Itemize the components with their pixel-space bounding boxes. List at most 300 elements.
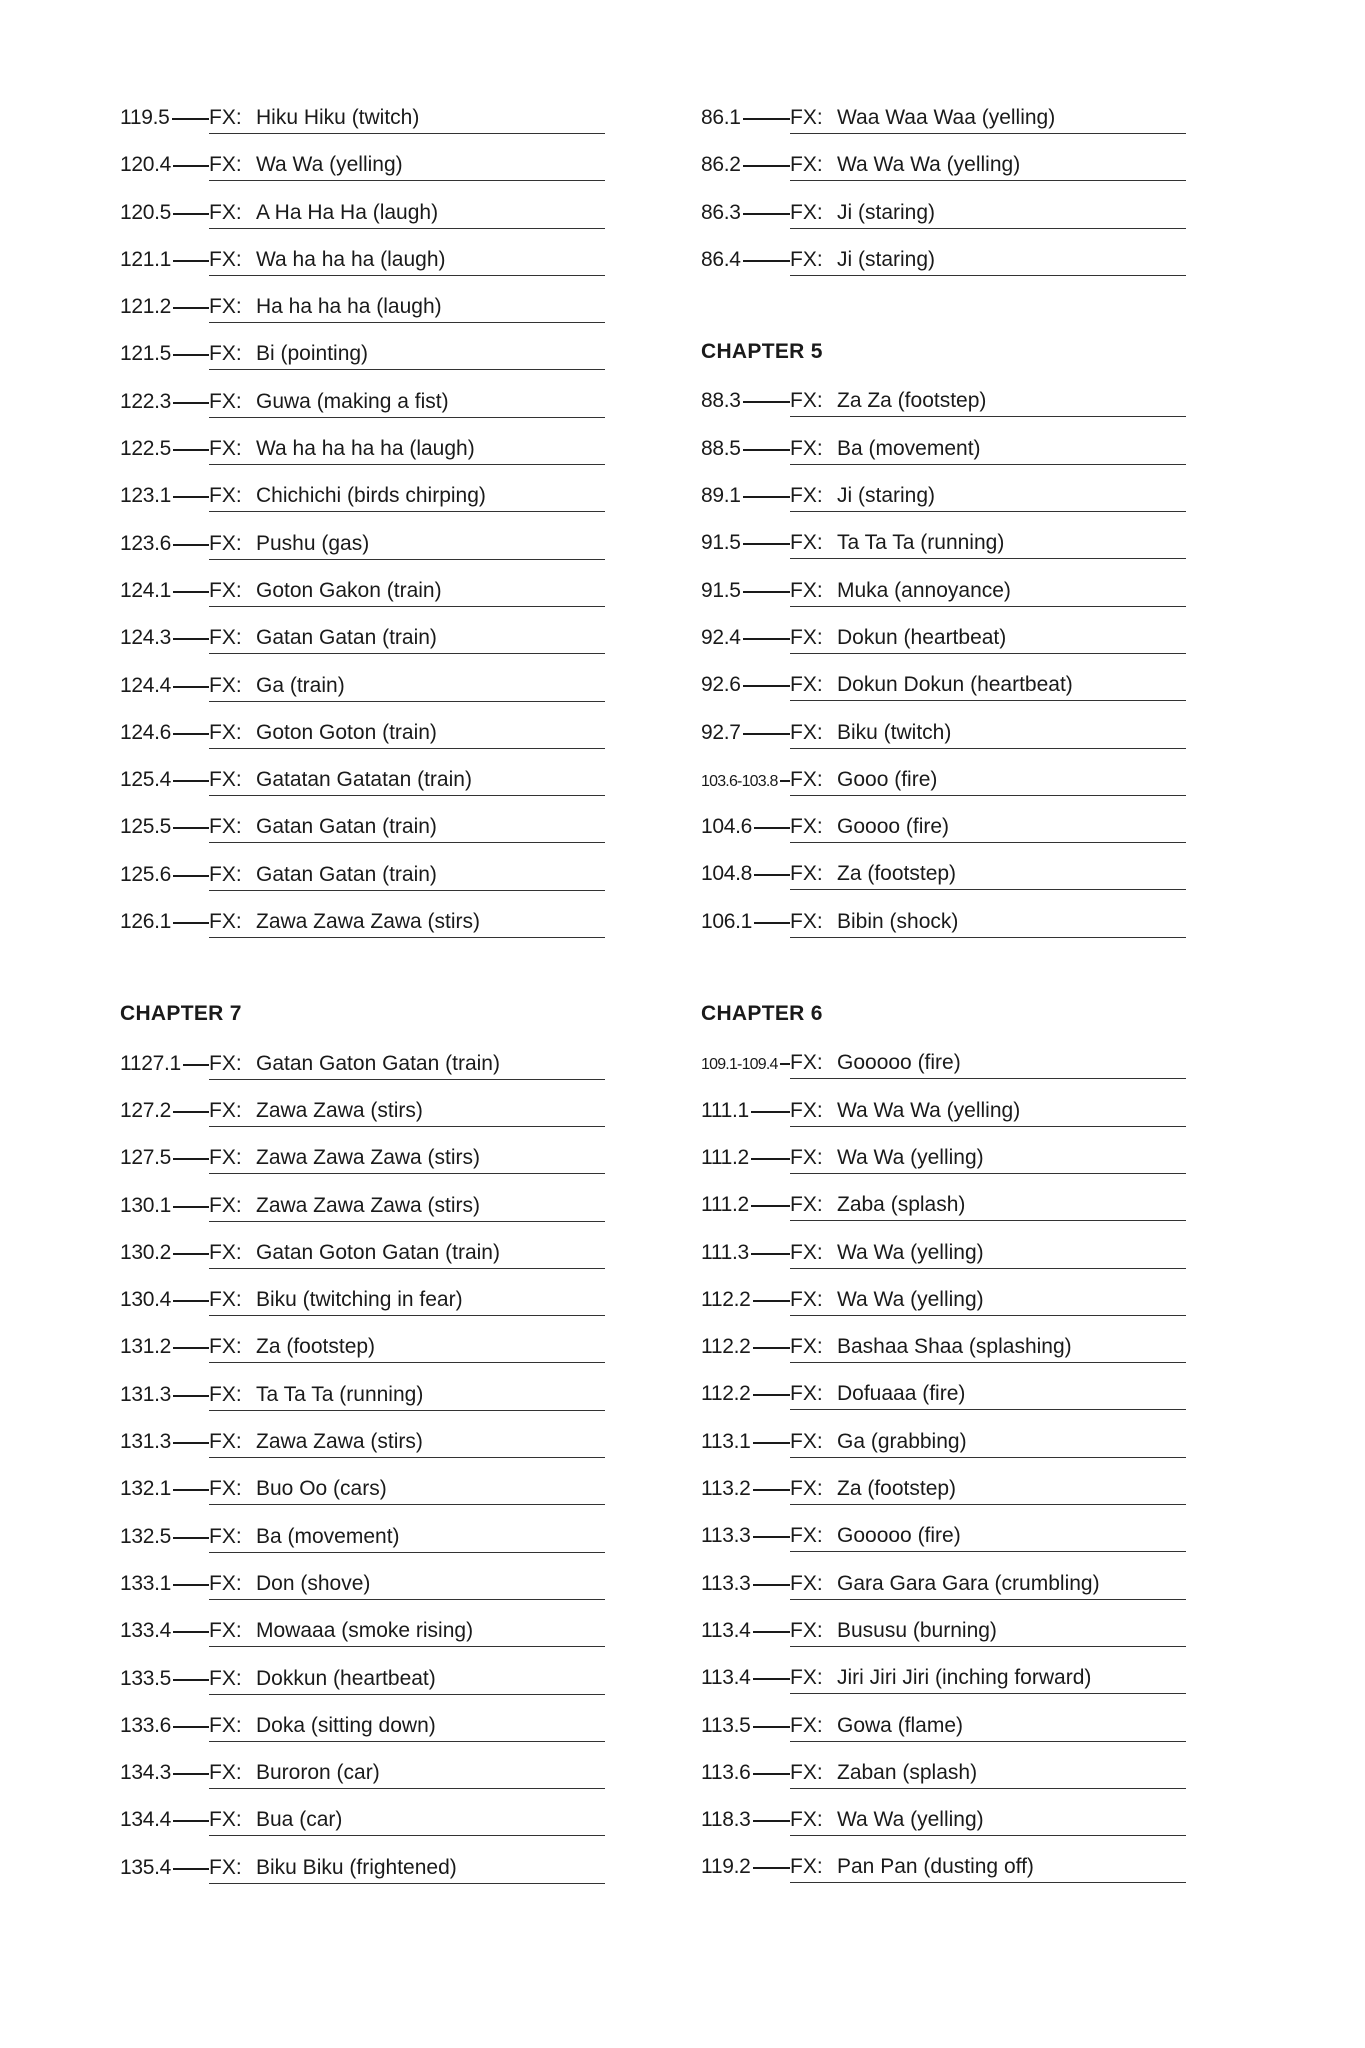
fx-entry — [120, 1842, 605, 1889]
page-panel-ref: 120.4 — [120, 153, 172, 177]
fx-label: FX: — [790, 720, 823, 744]
page-panel-ref: 121.5 — [120, 342, 172, 366]
underline-rule — [209, 275, 605, 276]
page-panel-ref: 131.3 — [120, 1382, 172, 1406]
fx-entry — [701, 1132, 1186, 1179]
fx-description: Ta Ta Ta (running) — [256, 1382, 424, 1406]
fx-description: Ha ha ha ha (laugh) — [256, 295, 442, 319]
fx-description: Zawa Zawa (stirs) — [256, 1098, 423, 1122]
leader-dash — [173, 213, 209, 215]
page-panel-ref: 131.2 — [120, 1335, 172, 1359]
fx-entry — [701, 1179, 1186, 1226]
leader-dash — [173, 1158, 209, 1160]
underline-rule — [209, 1694, 605, 1695]
fx-description: Wa Wa (yelling) — [837, 1808, 984, 1832]
fx-description: Gowa (flame) — [837, 1713, 964, 1737]
underline-rule — [209, 417, 605, 418]
fx-description: Waa Waa Waa (yelling) — [837, 106, 1056, 129]
fx-description: Wa Wa (yelling) — [256, 153, 403, 177]
fx-entry — [701, 659, 1186, 706]
fx-description: Dokun (heartbeat) — [837, 625, 1007, 649]
page-panel-ref: 124.1 — [120, 578, 172, 602]
fx-entry — [701, 1794, 1186, 1841]
fx-label: FX: — [790, 1287, 823, 1311]
fx-entry — [120, 1747, 605, 1794]
underline-rule — [209, 1599, 605, 1600]
fx-label: FX: — [790, 1098, 823, 1122]
fx-entry — [120, 896, 605, 943]
fx-description: Bua (car) — [256, 1808, 343, 1832]
fx-entry — [120, 92, 605, 139]
fx-entry — [701, 1605, 1186, 1652]
page-panel-ref: 113.5 — [701, 1713, 751, 1737]
underline-rule — [790, 700, 1186, 701]
page-panel-ref: 132.5 — [120, 1524, 172, 1548]
leader-dash — [173, 1206, 209, 1208]
underline-rule — [790, 1693, 1186, 1694]
leader-dash — [743, 685, 790, 687]
fx-description: Dofuaaa (fire) — [837, 1382, 966, 1406]
fx-entry — [701, 1700, 1186, 1747]
underline-rule — [209, 511, 605, 512]
fx-label: FX: — [790, 1524, 823, 1548]
page-panel-ref: 113.6 — [701, 1760, 751, 1784]
fx-description: Gatan Gatan (train) — [256, 862, 437, 886]
leader-dash — [751, 1158, 790, 1160]
fx-description: Don (shove) — [256, 1571, 371, 1595]
fx-label: FX: — [209, 1666, 242, 1690]
fx-entry — [120, 707, 605, 754]
fx-label: FX: — [209, 768, 242, 792]
leader-dash — [173, 591, 209, 593]
fx-label: FX: — [209, 295, 242, 319]
fx-label: FX: — [209, 720, 242, 744]
fx-description: Pushu (gas) — [256, 531, 370, 555]
fx-label: FX: — [790, 1429, 823, 1453]
fx-label: FX: — [209, 1571, 242, 1595]
underline-rule — [209, 1173, 605, 1174]
fx-label: FX: — [209, 342, 242, 366]
underline-rule — [790, 416, 1186, 417]
leader-dash — [751, 1205, 790, 1207]
page-panel-ref: 111.2 — [701, 1145, 749, 1169]
underline-rule — [209, 1646, 605, 1647]
fx-label: FX: — [209, 910, 242, 934]
fx-entry — [120, 234, 605, 281]
page-panel-ref: 123.1 — [120, 484, 172, 508]
page-panel-ref: 113.3 — [701, 1571, 751, 1595]
fx-description: Goton Gakon (train) — [256, 578, 442, 602]
page-panel-ref: 112.2 — [701, 1382, 751, 1406]
fx-description: Za (footstep) — [256, 1335, 376, 1359]
fx-entry — [701, 707, 1186, 754]
leader-dash — [753, 1726, 790, 1728]
fx-description: Bususu (burning) — [837, 1618, 997, 1642]
fx-description: Zaba (splash) — [837, 1193, 966, 1217]
page-panel-ref: 112.2 — [701, 1287, 751, 1311]
leader-dash — [173, 1820, 209, 1822]
fx-section — [701, 328, 1186, 943]
chapter-heading: CHAPTER 7 — [120, 1002, 242, 1026]
fx-entry — [120, 660, 605, 707]
fx-description: Mowaaa (smoke rising) — [256, 1619, 474, 1643]
underline-rule — [790, 1220, 1186, 1221]
underline-rule — [790, 228, 1186, 229]
left-column — [120, 92, 605, 1889]
underline-rule — [790, 653, 1186, 654]
fx-entry — [120, 376, 605, 423]
leader-dash — [173, 307, 209, 309]
page-panel-ref: 86.2 — [701, 153, 741, 177]
leader-dash — [753, 1394, 790, 1396]
fx-description: Gatatan Gatatan (train) — [256, 768, 472, 792]
page-panel-ref: 125.6 — [120, 862, 172, 886]
fx-entry — [701, 517, 1186, 564]
fx-label: FX: — [209, 815, 242, 839]
fx-entry — [701, 612, 1186, 659]
fx-description: Gara Gara Gara (crumbling) — [837, 1571, 1100, 1595]
fx-entry — [120, 281, 605, 328]
page-panel-ref: 111.2 — [701, 1193, 749, 1217]
page-panel-ref: 121.2 — [120, 295, 172, 319]
leader-dash — [173, 1773, 209, 1775]
fx-entry — [701, 1558, 1186, 1605]
underline-rule — [209, 842, 605, 843]
fx-label: FX: — [209, 1430, 242, 1454]
fx-label: FX: — [790, 1193, 823, 1217]
fx-label: FX: — [790, 1760, 823, 1784]
underline-rule — [209, 1362, 605, 1363]
page-panel-ref: 127.2 — [120, 1098, 172, 1122]
leader-dash — [780, 1063, 790, 1065]
page-panel-ref: 133.4 — [120, 1619, 172, 1643]
fx-entry — [701, 801, 1186, 848]
leader-dash — [173, 496, 209, 498]
fx-label: FX: — [209, 1098, 242, 1122]
leader-dash — [754, 874, 790, 876]
leader-dash — [173, 354, 209, 356]
fx-entry — [120, 1180, 605, 1227]
fx-description: Doka (sitting down) — [256, 1713, 436, 1737]
leader-dash — [173, 1631, 209, 1633]
fx-entry — [120, 1038, 605, 1085]
fx-description: Za (footstep) — [837, 1477, 957, 1501]
leader-dash — [173, 165, 209, 167]
chapter-heading: CHAPTER 5 — [701, 340, 823, 364]
underline-rule — [790, 889, 1186, 890]
underline-rule — [209, 1788, 605, 1789]
leader-dash — [743, 496, 790, 498]
fx-description: Ba (movement) — [256, 1524, 400, 1548]
leader-dash — [173, 402, 209, 404]
page-panel-ref: 133.5 — [120, 1666, 172, 1690]
leader-dash — [173, 1442, 209, 1444]
leader-dash — [743, 543, 790, 545]
fx-entry — [120, 423, 605, 470]
page-panel-ref: 127.5 — [120, 1146, 172, 1170]
leader-dash — [753, 1773, 790, 1775]
leader-dash — [173, 780, 209, 782]
fx-entry — [120, 1085, 605, 1132]
leader-dash — [172, 118, 209, 120]
fx-label: FX: — [209, 247, 242, 271]
fx-entry — [701, 1274, 1186, 1321]
fx-description: Zawa Zawa Zawa (stirs) — [256, 1146, 481, 1170]
leader-dash — [743, 118, 790, 120]
fx-label: FX: — [209, 1713, 242, 1737]
fx-entry — [701, 1085, 1186, 1132]
leader-dash — [173, 1253, 209, 1255]
leader-dash — [173, 875, 209, 877]
underline-rule — [790, 464, 1186, 465]
page-panel-ref: 109.1-109.4 — [701, 1056, 778, 1074]
fx-entry — [120, 187, 605, 234]
fx-label: FX: — [209, 531, 242, 555]
fx-label: FX: — [790, 1240, 823, 1264]
underline-rule — [790, 1126, 1186, 1127]
fx-entry — [120, 1416, 605, 1463]
page-panel-ref: 91.5 — [701, 578, 741, 602]
fx-label: FX: — [790, 625, 823, 649]
leader-dash — [754, 922, 790, 924]
page-panel-ref: 88.3 — [701, 389, 741, 413]
fx-label: FX: — [209, 626, 242, 650]
underline-rule — [790, 1268, 1186, 1269]
fx-entry — [120, 754, 605, 801]
fx-description: Ji (staring) — [837, 484, 936, 508]
fx-entry — [701, 423, 1186, 470]
fx-description: Ji (staring) — [837, 200, 936, 224]
fx-entry — [120, 1369, 605, 1416]
fx-description: Wa Wa Wa (yelling) — [837, 153, 1021, 177]
fx-description: Gooo (fire) — [837, 767, 938, 791]
fx-label: FX: — [209, 1051, 242, 1075]
fx-description: Goton Goton (train) — [256, 720, 437, 744]
fx-label: FX: — [790, 1477, 823, 1501]
fx-label: FX: — [790, 106, 823, 129]
fx-description: Bi (pointing) — [256, 342, 369, 366]
leader-dash — [173, 449, 209, 451]
page-panel-ref: 126.1 — [120, 910, 172, 934]
underline-rule — [790, 1788, 1186, 1789]
fx-label: FX: — [790, 1145, 823, 1169]
fx-description: Wa ha ha ha (laugh) — [256, 247, 446, 271]
underline-rule — [790, 275, 1186, 276]
page-panel-ref: 113.1 — [701, 1429, 751, 1453]
fx-label: FX: — [209, 1761, 242, 1785]
fx-entry — [701, 139, 1186, 186]
fx-description: Zaban (splash) — [837, 1760, 978, 1784]
fx-label: FX: — [790, 767, 823, 791]
underline-rule — [790, 1741, 1186, 1742]
leader-dash — [173, 1726, 209, 1728]
leader-dash — [753, 1489, 790, 1491]
leader-dash — [751, 1111, 790, 1113]
page-panel-ref: 125.4 — [120, 768, 172, 792]
fx-entry — [701, 1510, 1186, 1557]
underline-rule — [790, 133, 1186, 134]
fx-description: Pan Pan (dusting off) — [837, 1855, 1034, 1879]
underline-rule — [790, 1409, 1186, 1410]
fx-description: Gatan Gatan (train) — [256, 626, 437, 650]
leader-dash — [173, 1489, 209, 1491]
page-panel-ref: 86.4 — [701, 247, 741, 271]
fx-entry — [701, 92, 1186, 139]
leader-dash — [753, 1300, 790, 1302]
fx-description: A Ha Ha Ha (laugh) — [256, 200, 439, 224]
underline-rule — [209, 559, 605, 560]
fx-entry — [701, 754, 1186, 801]
underline-rule — [209, 1457, 605, 1458]
underline-rule — [209, 1410, 605, 1411]
page-panel-ref: 86.1 — [701, 106, 741, 129]
fx-entry — [120, 139, 605, 186]
underline-rule — [790, 1835, 1186, 1836]
leader-dash — [173, 1395, 209, 1397]
page-panel-ref: 113.3 — [701, 1524, 751, 1548]
fx-description: Dokun Dokun (heartbeat) — [837, 673, 1073, 697]
fx-entry — [120, 801, 605, 848]
underline-rule — [209, 1835, 605, 1836]
page-panel-ref: 88.5 — [701, 436, 741, 460]
fx-label: FX: — [209, 437, 242, 461]
leader-dash — [743, 449, 790, 451]
fx-entry — [120, 1605, 605, 1652]
underline-rule — [209, 748, 605, 749]
leader-dash — [754, 827, 790, 829]
fx-description: Buo Oo (cars) — [256, 1477, 387, 1501]
underline-rule — [209, 228, 605, 229]
fx-entry — [701, 470, 1186, 517]
fx-description: Ba (movement) — [837, 436, 981, 460]
page-panel-ref: 125.5 — [120, 815, 172, 839]
underline-rule — [790, 748, 1186, 749]
fx-description: Zawa Zawa (stirs) — [256, 1430, 423, 1454]
fx-entry — [120, 328, 605, 375]
fx-entry — [701, 1416, 1186, 1463]
page-panel-ref: 113.4 — [701, 1666, 751, 1690]
fx-description: Wa Wa (yelling) — [837, 1287, 984, 1311]
leader-dash — [173, 1111, 209, 1113]
leader-dash — [743, 165, 790, 167]
page-panel-ref: 133.6 — [120, 1713, 172, 1737]
page-panel-ref: 122.3 — [120, 389, 172, 413]
leader-dash — [173, 1537, 209, 1539]
leader-dash — [780, 780, 790, 782]
page-panel-ref: 92.7 — [701, 720, 741, 744]
page-panel-ref: 106.1 — [701, 909, 753, 933]
underline-rule — [790, 795, 1186, 796]
fx-label: FX: — [790, 1666, 823, 1690]
page-panel-ref: 133.1 — [120, 1571, 172, 1595]
fx-label: FX: — [209, 389, 242, 413]
fx-entry — [120, 565, 605, 612]
leader-dash — [173, 1868, 209, 1870]
fx-description: Za (footstep) — [837, 862, 957, 886]
page-panel-ref: 1127.1 — [120, 1051, 181, 1075]
underline-rule — [209, 1883, 605, 1884]
fx-label: FX: — [209, 484, 242, 508]
fx-description: Gooooo (fire) — [837, 1524, 961, 1548]
fx-entry — [120, 1132, 605, 1179]
fx-entry — [120, 849, 605, 896]
fx-label: FX: — [790, 1382, 823, 1406]
fx-description: Bashaa Shaa (splashing) — [837, 1335, 1072, 1359]
page-panel-ref: 130.1 — [120, 1193, 172, 1217]
fx-description: Chichichi (birds chirping) — [256, 484, 486, 508]
fx-description: Zawa Zawa Zawa (stirs) — [256, 1193, 481, 1217]
page-panel-ref: 111.3 — [701, 1240, 749, 1264]
fx-description: Wa Wa (yelling) — [837, 1240, 984, 1264]
page-panel-ref: 121.1 — [120, 247, 172, 271]
fx-description: Ta Ta Ta (running) — [837, 531, 1005, 555]
underline-rule — [790, 1551, 1186, 1552]
page-panel-ref: 86.3 — [701, 200, 741, 224]
fx-label: FX: — [209, 1335, 242, 1359]
page-panel-ref: 124.3 — [120, 626, 172, 650]
leader-dash — [173, 260, 209, 262]
underline-rule — [790, 1646, 1186, 1647]
page-panel-ref: 89.1 — [701, 484, 741, 508]
underline-rule — [790, 1362, 1186, 1363]
fx-description: Gooooo (fire) — [837, 1051, 961, 1075]
leader-dash — [743, 591, 790, 593]
fx-label: FX: — [209, 1524, 242, 1548]
fx-label: FX: — [209, 578, 242, 602]
fx-entry — [120, 1794, 605, 1841]
underline-rule — [790, 842, 1186, 843]
leader-dash — [173, 827, 209, 829]
underline-rule — [209, 795, 605, 796]
leader-dash — [173, 1584, 209, 1586]
leader-dash — [753, 1820, 790, 1822]
page-panel-ref: 123.6 — [120, 531, 172, 555]
fx-label: FX: — [209, 673, 242, 697]
fx-label: FX: — [209, 862, 242, 886]
page-panel-ref: 104.6 — [701, 815, 753, 839]
page-panel-ref: 92.6 — [701, 673, 741, 697]
underline-rule — [790, 1504, 1186, 1505]
fx-entry — [120, 612, 605, 659]
fx-description: Biku (twitching in fear) — [256, 1288, 463, 1312]
leader-dash — [753, 1584, 790, 1586]
page-panel-ref: 104.8 — [701, 862, 753, 886]
underline-rule — [790, 1457, 1186, 1458]
underline-rule — [209, 701, 605, 702]
fx-label: FX: — [790, 436, 823, 460]
fx-label: FX: — [790, 153, 823, 177]
underline-rule — [209, 1221, 605, 1222]
fx-entry — [120, 470, 605, 517]
page-panel-ref: 103.6-103.8 — [701, 772, 778, 790]
fx-description: Goooo (fire) — [837, 815, 950, 839]
fx-entry — [701, 1841, 1186, 1888]
page-panel-ref: 131.3 — [120, 1430, 172, 1454]
underline-rule — [209, 890, 605, 891]
underline-rule — [209, 1079, 605, 1080]
fx-entry — [120, 1321, 605, 1368]
chapter-heading: CHAPTER 6 — [701, 1002, 823, 1026]
fx-entry — [701, 896, 1186, 943]
leader-dash — [743, 638, 790, 640]
fx-entry — [120, 1558, 605, 1605]
fx-label: FX: — [790, 247, 823, 271]
underline-rule — [209, 606, 605, 607]
fx-entry — [120, 1700, 605, 1747]
fx-section — [701, 990, 1186, 1889]
underline-rule — [209, 1552, 605, 1553]
fx-entry — [701, 1652, 1186, 1699]
